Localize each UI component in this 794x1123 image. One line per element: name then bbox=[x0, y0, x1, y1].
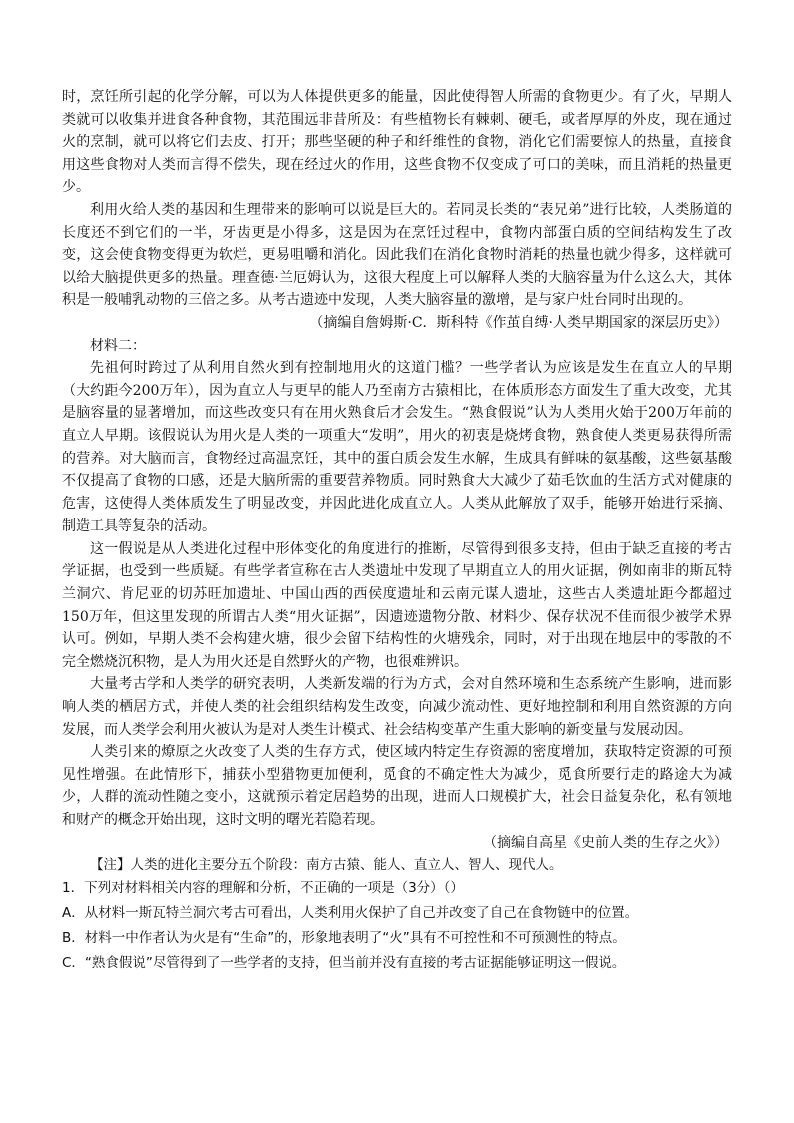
reading-passage bbox=[62, 86, 732, 976]
material2-paragraph-1: 先祖何时跨过了从利用自然火到有控制地用火的这道门槛？一些学者认为应该是发生在直立人的早期（大约距今200万年），因为直立人与更早的能人乃至南方古猿相比，在体质形态方面发生了重大改变，尤其是脑容量的显著增加，而这些改变只有在用火熟食后才会发生。“熟食假说”认为人类用火始于200万年前的直立人早期。该假说认为用火是人类的一项重大“发明”，用火的初衷是烧烤食物，熟食使人类更易获得所需的营养。对大脑而言，食物经过高温烹饪，其中的蛋白质会发生水解，生成具有鲜味的氨基酸，这些氨基酸不仅提高了食物的口感，还是大脑所需的重要营养物质。同时熟食大大减少了茹毛饮血的生活方式对健康的危害，这使得人类体质发生了明显改变，并因此进化成直立人。人类从此解放了双手，能够开始进行采摘、制造工具等复杂的活动。 bbox=[62, 360, 732, 535]
material2-paragraph-2: 这一假说是从人类进化过程中形体变化的角度进行的推断，尽管得到很多支持，但由于缺乏直接的考古学证据，也受到一些质疑。有些学者宣称在古人类遗址中发现了早期直立人的用火证据，例如南非的斯瓦特兰洞穴、肯尼亚的切苏旺加遗址、中国山西的西侯度遗址和云南元谋人遗址，这些古人类遗址距今都超过150万年，但这里发现的所谓古人类“用火证据”，因遗迹遗物分散、材料少、保存状况不佳而很少被学术界认可。例如，早期人类不会构建火塘，很少会留下结构性的火塘残余，同时，对于出现在地层中的零散的不完全燃烧沉积物，是人为用火还是自然野火的产物，也很难辨识。 bbox=[62, 540, 732, 670]
material1-paragraph-1: 时，烹饪所引起的化学分解，可以为人体提供更多的能量，因此使得智人所需的食物更少。有了火，早期人类就可以收集并进食各种食物，其范围远非昔所及：有些植物长有棘刺、硬毛，或者厚厚的外皮，现在通过火的烹制，就可以将它们去皮、打开；那些坚硬的种子和纤维性的食物，消化它们需要惊人的热量，直接食用这些食物对人类而言得不偿失，现在经过火的作用，这些食物不仅变成了可口的美味，而且消耗的热量更少。 bbox=[62, 89, 732, 196]
option-a: A．从材料一斯瓦特兰洞穴考古可看出，人类利用火保护了自己并改变了自己在食物链中的位置。 bbox=[62, 905, 639, 922]
option-b: B．材料一中作者认为火是有“生命”的，形象地表明了“火”具有不可控性和不可预测性的特点。 bbox=[62, 930, 626, 947]
material2-source: （摘编自高星《史前人类的生存之火》） bbox=[483, 834, 728, 851]
option-c: C．“熟食假说”尽管得到了一些学者的支持，但当前并没有直接的考古证据能够证明这一假说。 bbox=[62, 955, 626, 972]
material1-source: （摘编自詹姆斯·C．斯科特《作茧自缚·人类早期国家的深层历史》） bbox=[309, 314, 728, 331]
material2-paragraph-3: 大量考古学和人类学的研究表明，人类新发端的行为方式，会对自然环境和生态系统产生影响，进而影响人类的栖居方式，并使人类的社会组织结构发生改变，向减少流动性、更好地控制和利用自然资源的方向发展，而人类学会利用火被认为是对人类生计模式、社会结构变革产生重大影响的新变量与发展动因。 bbox=[62, 676, 732, 738]
material2-paragraph-4: 人类引来的燎原之火改变了人类的生存方式，使区域内特定生存资源的密度增加，获取特定资源的可预见性增强。在此情形下，捕获小型猎物更加便利，觅食的不确定性大为减少，觅食所要行走的路途大为减少，人群的流动性随之变小，这就预示着定居趋势的出现，进而人口规模扩大，社会日益复杂化，私有领地和财产的概念开始出现，这时文明的曙光若隐若现。 bbox=[62, 744, 732, 828]
question-stem: 1．下列对材料相关内容的理解和分析，不正确的一项是（3分）（） bbox=[62, 880, 464, 897]
material1-paragraph-2: 利用火给人类的基因和生理带来的影响可以说是巨大的。若同灵长类的“表兄弟”进行比较，人类肠道的长度还不到它们的一半，牙齿更是小得多，这是因为在烹饪过程中，食物内部蛋白质的空间结构发生了改变，这会使食物变得更为软烂，更易咀嚼和消化。因此我们在消化食物时消耗的热量也就少得多，这样就可以给大脑提供更多的热量。理查德·兰厄姆认为，这很大程度上可以解释人类的大脑容量为什么这么大，其体积是一般哺乳动物的三倍之多。从考古遗迹中发现，人类大脑容量的激增，是与家户灶台同时出现的。 bbox=[62, 201, 732, 309]
annotation-note: 【注】人类的进化主要分五个阶段：南方古猿、能人、直立人、智人、现代人。 bbox=[90, 857, 563, 874]
material2-label: 材料二： bbox=[90, 337, 146, 354]
